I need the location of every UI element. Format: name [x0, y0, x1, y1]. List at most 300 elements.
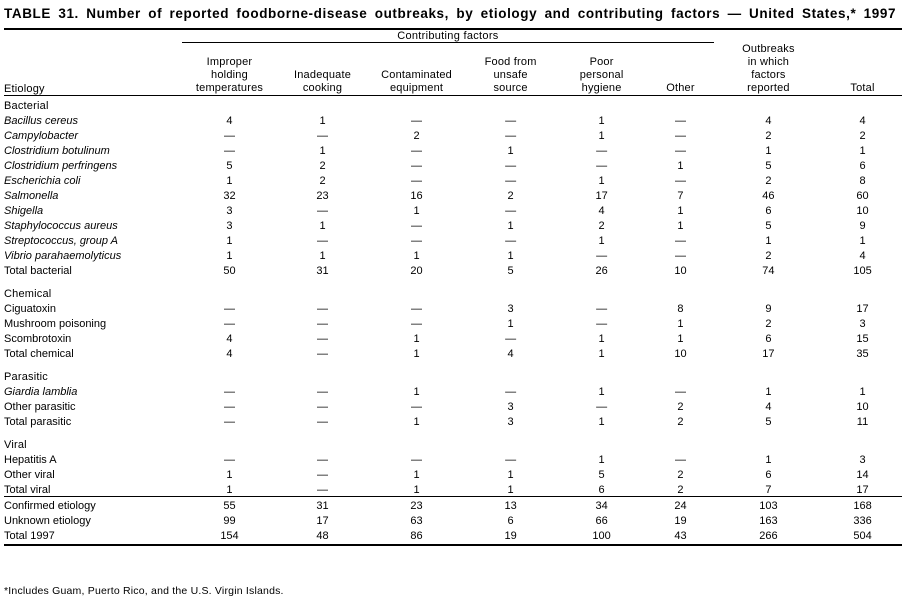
- table-cell: 1: [507, 144, 514, 157]
- table-row: [4, 466, 902, 481]
- table-cell: —: [411, 144, 423, 157]
- table-cell: 9: [765, 302, 772, 315]
- header-spacer-3: [823, 29, 902, 43]
- table-cell: 6: [598, 483, 605, 496]
- table-cell: 1: [677, 219, 684, 232]
- table-cell: 20: [410, 264, 423, 277]
- row-label: [4, 481, 182, 497]
- table-cell: —: [317, 204, 329, 217]
- table-cell: [182, 435, 277, 451]
- table-cell: —: [223, 400, 235, 413]
- table-cell: —: [223, 415, 235, 428]
- table-row: [4, 157, 902, 172]
- row-label: [4, 284, 182, 300]
- header-line: Other: [666, 81, 695, 94]
- header-line: Improper: [206, 55, 253, 68]
- header-spacer: [4, 29, 182, 43]
- table-cell: —: [674, 114, 686, 127]
- table-cell: —: [317, 234, 329, 247]
- header-line: cooking: [302, 81, 343, 94]
- row-label: [4, 142, 182, 157]
- header-col-improper-holding-temperatures: [182, 43, 277, 96]
- row-label-text: Mushroom poisoning: [4, 317, 107, 330]
- row-label-text: Total 1997: [4, 529, 55, 542]
- table-cell: 1: [507, 219, 514, 232]
- header-col-total: [823, 43, 902, 96]
- table-cell: 1: [319, 144, 326, 157]
- table-cell: 2: [507, 189, 514, 202]
- table-cell: [823, 95, 902, 112]
- table-cell: [714, 367, 823, 383]
- table-cell: 17: [856, 483, 869, 496]
- table-cell: 3: [507, 302, 514, 315]
- table-cell: [465, 435, 556, 451]
- table-cell: 55: [223, 499, 236, 512]
- table-cell: 4: [765, 114, 772, 127]
- table-cell: 1: [507, 317, 514, 330]
- table-cell: —: [317, 129, 329, 142]
- table-cell: 13: [504, 499, 517, 512]
- footnote: *Includes Guam, Puerto Rico, and the U.S. Virgin Islands.: [4, 585, 284, 597]
- table-cell: [182, 367, 277, 383]
- header-line: factors: [751, 68, 786, 81]
- table-row: [4, 187, 902, 202]
- table-cell: 1: [598, 174, 605, 187]
- spacer-cell: [4, 360, 902, 367]
- table-cell: —: [223, 317, 235, 330]
- table-cell: 23: [316, 189, 329, 202]
- row-label-text: Hepatitis A: [4, 453, 57, 466]
- table-cell: 6: [507, 514, 514, 527]
- table-cell: [277, 367, 368, 383]
- table-cell: —: [411, 219, 423, 232]
- table-row: [4, 345, 902, 360]
- table-cell: 163: [759, 514, 778, 527]
- row-label-text: Total viral: [4, 483, 51, 496]
- table-cell: 3: [226, 219, 233, 232]
- row-label-text: Other parasitic: [4, 400, 76, 413]
- table-cell: 103: [759, 499, 778, 512]
- row-label-text: Vibrio parahaemolyticus: [4, 249, 122, 262]
- table-cell: 168: [853, 499, 872, 512]
- row-label-text: Confirmed etiology: [4, 499, 96, 512]
- header-etiology: Etiology: [4, 82, 45, 95]
- table-cell: 26: [595, 264, 608, 277]
- row-label: [4, 398, 182, 413]
- table-cell: —: [505, 114, 517, 127]
- header-line: holding: [211, 68, 248, 81]
- table-cell: 1: [859, 234, 866, 247]
- table-cell: [647, 435, 714, 451]
- table-row: [4, 451, 902, 466]
- table-cell: 1: [598, 114, 605, 127]
- table-row: [4, 413, 902, 428]
- table-cell: —: [223, 302, 235, 315]
- table-cell: —: [411, 159, 423, 172]
- header-line: unsafe: [493, 68, 528, 81]
- table-cell: 35: [856, 347, 869, 360]
- table-cell: 8: [859, 174, 866, 187]
- row-label: [4, 527, 182, 545]
- table-cell: [823, 435, 902, 451]
- table-cell: 1: [226, 174, 233, 187]
- table-cell: —: [223, 144, 235, 157]
- table-body: [4, 95, 902, 545]
- row-spacer: [4, 277, 902, 284]
- row-label: [4, 345, 182, 360]
- table-cell: 2: [765, 249, 772, 262]
- row-label: [4, 435, 182, 451]
- table-cell: 4: [598, 204, 605, 217]
- table-cell: —: [411, 302, 423, 315]
- header-group-row: [4, 29, 902, 43]
- table-cell: —: [317, 347, 329, 360]
- table-cell: 50: [223, 264, 236, 277]
- table-row: [4, 481, 902, 497]
- row-label-text: Staphylococcus aureus: [4, 219, 118, 232]
- table-cell: [647, 367, 714, 383]
- table-row: [4, 435, 902, 451]
- header-col-food-from-unsafe-source: [465, 43, 556, 96]
- table-cell: —: [317, 302, 329, 315]
- row-label-text: Clostridium botulinum: [4, 144, 110, 157]
- table-row: [4, 112, 902, 127]
- table-cell: —: [223, 453, 235, 466]
- row-label: [4, 187, 182, 202]
- header-spacer-2: [714, 29, 823, 43]
- table-cell: 1: [226, 483, 233, 496]
- table-cell: —: [505, 174, 517, 187]
- header-col-outbreaks-reported: [714, 43, 823, 96]
- header-col-poor-personal-hygiene: [556, 43, 647, 96]
- row-label: [4, 217, 182, 232]
- table-row: [4, 398, 902, 413]
- table-cell: 5: [507, 264, 514, 277]
- row-label: [4, 172, 182, 187]
- table-cell: —: [317, 317, 329, 330]
- table-cell: —: [317, 332, 329, 345]
- header-col-inadequate-cooking: [277, 43, 368, 96]
- header-line: equipment: [389, 81, 444, 94]
- table-row: [4, 172, 902, 187]
- row-label-text: Bacillus cereus: [4, 114, 78, 127]
- table-cell: [368, 95, 465, 112]
- table-cell: 2: [765, 174, 772, 187]
- table-cell: —: [674, 129, 686, 142]
- table-cell: 19: [504, 529, 517, 542]
- table-cell: 8: [677, 302, 684, 315]
- table-cell: [277, 284, 368, 300]
- table-cell: 23: [410, 499, 423, 512]
- row-label: [4, 112, 182, 127]
- table-cell: 1: [598, 415, 605, 428]
- outbreaks-table: [4, 28, 902, 546]
- table-cell: 10: [674, 264, 687, 277]
- table-row: [4, 315, 902, 330]
- table-cell: 99: [223, 514, 236, 527]
- table-cell: 1: [859, 144, 866, 157]
- table-cell: —: [674, 453, 686, 466]
- table-cell: 4: [859, 249, 866, 262]
- table-row: [4, 232, 902, 247]
- row-label-text: Salmonella: [4, 189, 59, 202]
- table-cell: 1: [507, 468, 514, 481]
- table-cell: 46: [762, 189, 775, 202]
- table-cell: —: [674, 234, 686, 247]
- table-cell: 1: [226, 234, 233, 247]
- table-cell: [556, 284, 647, 300]
- header-col-other: [647, 43, 714, 96]
- row-label-text: Other viral: [4, 468, 55, 481]
- table-cell: —: [674, 385, 686, 398]
- row-label: [4, 512, 182, 527]
- table-cell: 1: [413, 204, 420, 217]
- table-cell: 4: [507, 347, 514, 360]
- table-cell: —: [505, 129, 517, 142]
- table-cell: 2: [598, 219, 605, 232]
- row-label-text: Streptococcus, group A: [4, 234, 118, 247]
- table-cell: 5: [765, 415, 772, 428]
- table-cell: [277, 435, 368, 451]
- table-cell: 17: [856, 302, 869, 315]
- row-label-text: Chemical: [4, 287, 52, 300]
- table-cell: —: [223, 129, 235, 142]
- table-cell: 1: [413, 468, 420, 481]
- table-cell: 43: [674, 529, 687, 542]
- table-cell: 19: [674, 514, 687, 527]
- table-cell: —: [596, 302, 608, 315]
- table-cell: [368, 284, 465, 300]
- row-label: [4, 367, 182, 383]
- header-line: Inadequate: [293, 68, 352, 81]
- table-cell: 3: [859, 453, 866, 466]
- header-columns-row: [4, 43, 902, 96]
- table-cell: 1: [598, 453, 605, 466]
- header-line: Contaminated: [381, 68, 452, 81]
- table-cell: 1: [507, 249, 514, 262]
- table-cell: [368, 435, 465, 451]
- table-cell: 1: [413, 332, 420, 345]
- table-row: [4, 142, 902, 157]
- row-label: [4, 451, 182, 466]
- table-cell: [714, 284, 823, 300]
- row-label: [4, 315, 182, 330]
- table-cell: —: [596, 249, 608, 262]
- table-cell: 66: [595, 514, 608, 527]
- table-cell: 336: [853, 514, 872, 527]
- table-cell: 4: [226, 114, 233, 127]
- row-label-text: Total bacterial: [4, 264, 72, 277]
- table-cell: 1: [507, 483, 514, 496]
- table-cell: 63: [410, 514, 423, 527]
- table-row: [4, 217, 902, 232]
- table-row: [4, 262, 902, 277]
- table-row: [4, 496, 902, 512]
- table-cell: 2: [677, 483, 684, 496]
- table-cell: 100: [592, 529, 611, 542]
- row-label-text: Scombrotoxin: [4, 332, 72, 345]
- table-cell: —: [317, 483, 329, 496]
- table-cell: 1: [319, 114, 326, 127]
- table-cell: 17: [595, 189, 608, 202]
- row-label-text: Total chemical: [4, 347, 74, 360]
- table-cell: 4: [226, 332, 233, 345]
- table-row: [4, 367, 902, 383]
- row-label-text: Campylobacter: [4, 129, 78, 142]
- header-line: Poor: [589, 55, 614, 68]
- row-label-text: Parasitic: [4, 370, 48, 383]
- table-cell: [647, 95, 714, 112]
- row-label-text: Clostridium perfringens: [4, 159, 118, 172]
- table-cell: 6: [859, 159, 866, 172]
- table-cell: 2: [677, 468, 684, 481]
- table-cell: 1: [413, 347, 420, 360]
- row-label-text: Ciguatoxin: [4, 302, 56, 315]
- table-cell: 1: [765, 453, 772, 466]
- table-cell: 6: [765, 468, 772, 481]
- table-cell: 2: [765, 317, 772, 330]
- table-cell: 4: [765, 400, 772, 413]
- table-cell: 1: [319, 249, 326, 262]
- table-cell: 86: [410, 529, 423, 542]
- table-cell: 2: [319, 174, 326, 187]
- table-cell: 4: [226, 347, 233, 360]
- table-cell: 2: [859, 129, 866, 142]
- table-cell: —: [317, 453, 329, 466]
- table-cell: 1: [677, 159, 684, 172]
- header-line: personal: [579, 68, 624, 81]
- table-cell: —: [223, 385, 235, 398]
- table-cell: 266: [759, 529, 778, 542]
- table-row: [4, 330, 902, 345]
- table-header: [4, 29, 902, 95]
- table-row: [4, 527, 902, 545]
- table-cell: 48: [316, 529, 329, 542]
- table-cell: 1: [765, 385, 772, 398]
- row-label-text: Escherichia coli: [4, 174, 81, 187]
- table-cell: 17: [762, 347, 775, 360]
- table-cell: [277, 95, 368, 112]
- table-cell: 1: [226, 249, 233, 262]
- table-cell: 2: [413, 129, 420, 142]
- table-cell: —: [317, 468, 329, 481]
- row-label: [4, 383, 182, 398]
- table-cell: —: [596, 317, 608, 330]
- table-row: [4, 247, 902, 262]
- table-cell: —: [411, 317, 423, 330]
- table-cell: 24: [674, 499, 687, 512]
- table-cell: [647, 284, 714, 300]
- table-cell: —: [505, 204, 517, 217]
- table-cell: 1: [765, 234, 772, 247]
- table-cell: —: [317, 385, 329, 398]
- table-cell: —: [674, 174, 686, 187]
- table-cell: 3: [859, 317, 866, 330]
- table-cell: —: [411, 453, 423, 466]
- table-cell: 10: [856, 204, 869, 217]
- table-cell: 1: [598, 129, 605, 142]
- row-label-text: Shigella: [4, 204, 44, 217]
- row-label: [4, 247, 182, 262]
- table-cell: 32: [223, 189, 236, 202]
- row-label-text: Bacterial: [4, 99, 49, 112]
- table-row: [4, 284, 902, 300]
- row-label: [4, 466, 182, 481]
- table-cell: —: [505, 453, 517, 466]
- row-label: [4, 202, 182, 217]
- page-title: TABLE 31. Number of reported foodborne-disease outbreaks, by etiology and contributing factors — United States,* 1997: [4, 6, 897, 21]
- table-cell: 31: [316, 499, 329, 512]
- header-line: hygiene: [581, 81, 622, 94]
- table-cell: 10: [674, 347, 687, 360]
- table-cell: [556, 367, 647, 383]
- table-cell: [714, 435, 823, 451]
- row-label: [4, 413, 182, 428]
- table-cell: 1: [598, 234, 605, 247]
- table-cell: 1: [765, 144, 772, 157]
- table-cell: 7: [677, 189, 684, 202]
- table-cell: —: [505, 332, 517, 345]
- header-line: Outbreaks: [742, 42, 795, 55]
- table-cell: 504: [853, 529, 872, 542]
- row-label-text: Viral: [4, 438, 27, 451]
- table-row: [4, 300, 902, 315]
- table-cell: [182, 284, 277, 300]
- table-cell: 5: [226, 159, 233, 172]
- table-cell: —: [411, 174, 423, 187]
- header-line: in which: [747, 55, 790, 68]
- table-cell: 7: [765, 483, 772, 496]
- table-cell: 1: [598, 385, 605, 398]
- table-cell: —: [317, 415, 329, 428]
- row-spacer: [4, 428, 902, 435]
- table-cell: 16: [410, 189, 423, 202]
- table-cell: —: [596, 400, 608, 413]
- row-label: [4, 232, 182, 247]
- row-label-text: Total parasitic: [4, 415, 72, 428]
- table-cell: 1: [226, 468, 233, 481]
- row-spacer: [4, 360, 902, 367]
- table-cell: 60: [856, 189, 869, 202]
- table-cell: 2: [319, 159, 326, 172]
- table-cell: [823, 367, 902, 383]
- table-cell: —: [674, 249, 686, 262]
- table-cell: —: [674, 144, 686, 157]
- table-cell: 1: [413, 249, 420, 262]
- table-cell: [368, 367, 465, 383]
- table-cell: 1: [413, 415, 420, 428]
- table-cell: 1: [859, 385, 866, 398]
- table-cell: 105: [853, 264, 872, 277]
- table-cell: 3: [507, 400, 514, 413]
- table-cell: 74: [762, 264, 775, 277]
- table-cell: —: [411, 114, 423, 127]
- table-cell: [465, 367, 556, 383]
- table-cell: 5: [765, 219, 772, 232]
- table-cell: 11: [856, 415, 869, 428]
- table-cell: 6: [765, 204, 772, 217]
- table-cell: —: [411, 400, 423, 413]
- header-line: source: [493, 81, 528, 94]
- table-cell: [556, 95, 647, 112]
- table-cell: 9: [859, 219, 866, 232]
- row-label: [4, 262, 182, 277]
- header-line: Food from: [484, 55, 537, 68]
- table-cell: —: [596, 144, 608, 157]
- table-cell: 3: [507, 415, 514, 428]
- table-cell: 1: [677, 204, 684, 217]
- table-cell: [182, 95, 277, 112]
